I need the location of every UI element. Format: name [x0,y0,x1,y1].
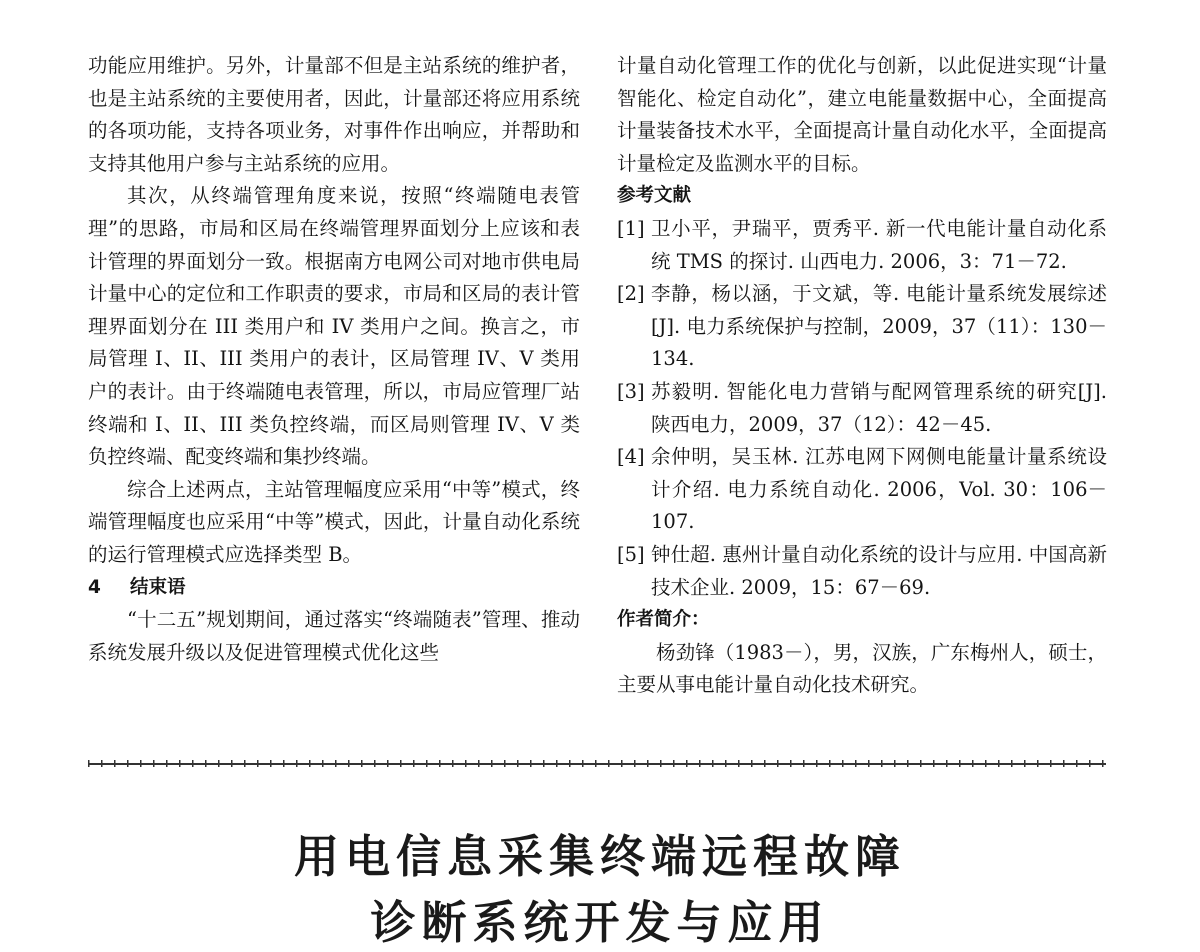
separator-ticks [88,760,1106,767]
left-column [88,50,580,669]
reference-text: 李静，杨以涵，于文斌，等. 电能计量系统发展综述[J]. 电力系统保护与控制，2009，37（11）：130－134. [651,282,1107,371]
next-article-title-line-1: 用电信息采集终端远程故障 [293,830,906,883]
references-heading: 参考文献 [617,185,692,207]
section-heading [88,572,580,605]
reference-list [617,213,1107,604]
body-paragraph: 计量自动化管理工作的优化与创新，以此促进实现“计量智能化、检定自动化”，建立电能量数据中心，全面提高计量装备技术水平，全面提高计量自动化水平，全面提高计量检定及监测水平的目标。 [617,54,1107,175]
reference-text: 钟仕超. 惠州计量自动化系统的设计与应用. 中国高新技术企业. 2009，15：67－69. [651,542,1107,599]
reference-text: 卫小平，尹瑞平，贾秀平. 新一代电能计量自动化系统 TMS 的探讨. 山西电力. 2006，3：71－72. [651,216,1107,273]
author-heading: 作者简介： [617,609,710,631]
section-title: 结束语 [130,576,186,598]
reference-number: [3] [617,379,645,403]
reference-item [617,376,1107,441]
reference-text: 余仲明，吴玉林. 江苏电网下网侧电能量计量系统设计介绍. 电力系统自动化. 2006，Vol. 30：106－107. [651,445,1107,534]
reference-text: 苏毅明. 智能化电力营销与配网管理系统的研究[J]. 陕西电力，2009，37（12）：42－45. [651,379,1107,436]
section-number: 4 [88,576,101,598]
reference-number: [4] [617,445,645,469]
body-paragraph: 综合上述两点，主站管理幅度应采用“中等”模式，终端管理幅度也应采用“中等”模式，因此，计量自动化系统的运行管理模式应选择类型 B。 [88,477,580,566]
reference-number: [1] [617,216,645,240]
reference-item [617,441,1107,539]
article-separator-rule [88,760,1106,766]
reference-item [617,213,1107,278]
next-article-title-line-2: 诊断系统开发与应用 [370,896,830,949]
reference-item [617,539,1107,604]
reference-number: [5] [617,542,645,566]
reference-number: [2] [617,282,645,306]
body-paragraph: “十二五”规划期间，通过落实“终端随表”管理、推动系统发展升级以及促进管理模式优化这些 [88,608,580,664]
body-paragraph: 功能应用维护。另外，计量部不但是主站系统的维护者，也是主站系统的主要使用者，因此，计量部还将应用系统的各项功能，支持各项业务，对事件作出响应，并帮助和支持其他用户参与主站系统的应用。 [88,54,580,175]
reference-item [617,278,1107,376]
author-bio: 杨劲锋（1983－），男，汉族，广东梅州人，硕士，主要从事电能计量自动化技术研究。 [617,640,1107,697]
right-column [617,50,1107,702]
body-paragraph: 其次，从终端管理角度来说，按照“终端随电表管理”的思路，市局和区局在终端管理界面划分上应该和表计管理的界面划分一致。根据南方电网公司对地市供电局计量中心的定位和工作职责的要求，市局和区局的表计管理界面划分在 III 类用户和 IV 类用户之间。换言之，市局管理 I、II、III 类用户的表计，区局管理 IV、V 类用户的表计。由于终端随电表管理，所以，市局应管理厂站终端和 I、II、III 类负控终端，而区局则管理 IV、V 类负控终端、配变终端和集抄终端。 [88,184,580,469]
